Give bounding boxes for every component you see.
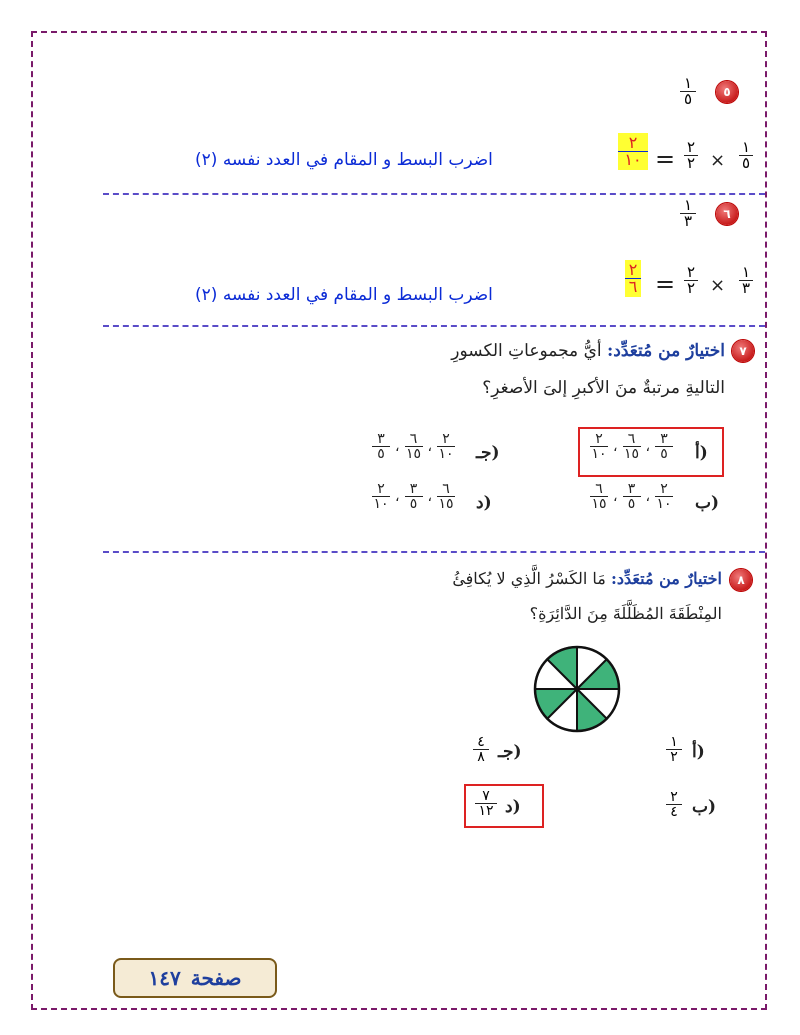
page-border	[31, 31, 767, 1010]
question-text-line2: التاليةِ مرتبةٌ منَ الأكبرِ إلىَ الأصغرِ؟	[482, 378, 725, 398]
fraction-multiplier: ٢ ٢	[684, 265, 698, 296]
choice-label-a[interactable]: أ)	[692, 742, 705, 762]
given-fraction: ١ ٣	[680, 198, 696, 229]
times-sign: ×	[710, 275, 726, 296]
shaded-circle-diagram	[532, 644, 622, 734]
question-number-badge: ٨	[730, 569, 752, 591]
given-fraction: ١ ٥	[680, 76, 696, 107]
question-text: اختيارٌ من مُتعَدِّد: مَا الكَسْرُ الَّذِي لا يُكافِئُ	[452, 569, 722, 588]
equals-sign: =	[655, 145, 676, 173]
separator	[103, 325, 765, 327]
method-note: اضرب البسط و المقام في العدد نفسه (٢)	[195, 150, 493, 170]
question-number-badge: ٧	[732, 340, 754, 362]
fraction-a: ١ ٥	[739, 140, 753, 171]
choice-b-fraction: ٢ ٤	[666, 790, 682, 819]
choice-label-c[interactable]: جـ)	[476, 443, 500, 463]
choice-label-a[interactable]: أ)	[695, 443, 708, 463]
choice-a-fraction: ١ ٢	[666, 735, 682, 764]
page-number-tag	[113, 958, 277, 998]
equals-sign: =	[655, 270, 676, 298]
method-note: اضرب البسط و المقام في العدد نفسه (٢)	[195, 285, 493, 305]
page-number: ١٤٧	[148, 966, 181, 990]
choice-d-fraction: ٧ ١٢	[475, 789, 497, 818]
choice-c-fractions: $\frac{٣}{٥}$ ، $\frac{٦}{١٥}$ ، $\frac{٢}{١٠}$	[372, 432, 455, 461]
choice-c-fraction: ٤ ٨	[473, 735, 489, 764]
fraction-a: ١ ٣	[739, 265, 753, 296]
page-label: صفحة	[190, 966, 242, 990]
question-number-badge: ٥	[716, 81, 738, 103]
choice-label-d[interactable]: د)	[505, 797, 521, 817]
question-text: اختيارٌ من مُتعَدِّد: أيُّ مجموعاتِ الكسورِ	[451, 341, 725, 361]
choice-b-fractions: $\frac{٦}{١٥}$ ، $\frac{٣}{٥}$ ، $\frac{٢}{١٠}$	[591, 481, 672, 512]
choice-label-b[interactable]: ب)	[695, 493, 720, 513]
question-type-tag: اختيارٌ من مُتعَدِّد:	[607, 341, 725, 361]
fraction-multiplier: ٢ ٢	[684, 140, 698, 171]
result-fraction: ٢ ١٠	[618, 133, 648, 170]
separator	[103, 551, 765, 553]
choice-label-b[interactable]: ب)	[692, 797, 717, 817]
separator	[103, 193, 765, 195]
choice-d-fractions: $\frac{٢}{١٠}$ ، $\frac{٣}{٥}$ ، $\frac{٦}{١٥}$	[373, 481, 454, 512]
choice-label-c[interactable]: جـ)	[498, 742, 522, 762]
times-sign: ×	[710, 150, 726, 171]
result-fraction: ٢ ٦	[625, 260, 641, 297]
question-text-line2: المِنْطَقَةَ المُظَلَّلَةَ مِنَ الدَّائِرَةِ؟	[529, 604, 722, 623]
choice-label-d[interactable]: د)	[476, 493, 492, 513]
question-type-tag: اختيارٌ من مُتعَدِّد:	[610, 569, 722, 588]
choice-a-fractions: $\frac{٢}{١٠}$ ، $\frac{٦}{١٥}$ ، $\frac{٣}{٥}$	[590, 432, 673, 461]
question-number-badge: ٦	[716, 203, 738, 225]
